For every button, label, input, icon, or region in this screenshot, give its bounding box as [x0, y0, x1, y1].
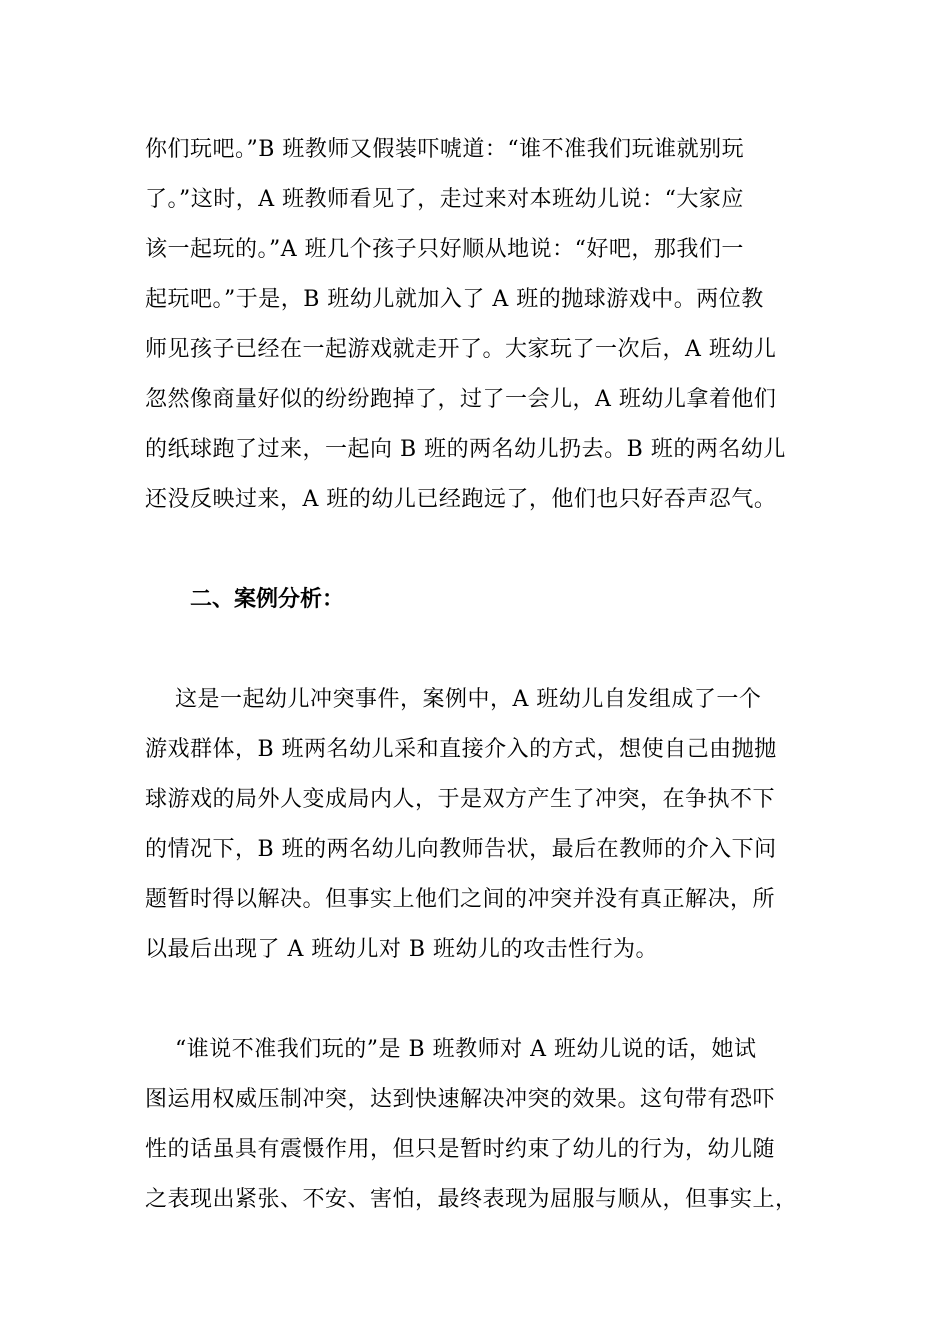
paragraph-3-line-4: 之表现出紧张、不安、害怕，最终表现为屈服与顺从，但事实上， — [145, 1187, 798, 1212]
paragraph-2-line-4: 的情况下，B 班的两名幼儿向教师告状，最后在教师的介入下问 — [145, 837, 777, 862]
paragraph-2-line-2: 游戏群体，B 班两名幼儿采和直接介入的方式，想使自己由抛抛 — [145, 737, 777, 762]
paragraph-2-line-5: 题暂时得以解决。但事实上他们之间的冲突并没有真正解决，所 — [145, 887, 776, 912]
paragraph-3-line-2: 图运用权威压制冲突，达到快速解决冲突的效果。这句带有恐吓 — [145, 1087, 776, 1112]
paragraph-2-line-1: 这是一起幼儿冲突事件，案例中，A 班幼儿自发组成了一个 — [145, 687, 762, 712]
paragraph-1-line-6: 忽然像商量好似的纷纷跑掉了，过了一会儿，A 班幼儿拿着他们 — [145, 387, 777, 412]
paragraph-1-line-8: 还没反映过来，A 班的幼儿已经跑远了，他们也只好吞声忍气。 — [145, 487, 777, 512]
paragraph-1-line-4: 起玩吧。”于是，B 班幼儿就加入了 A 班的抛球游戏中。两位教 — [145, 287, 764, 312]
paragraph-1-line-2: 了。”这时，A 班教师看见了，走过来对本班幼儿说：“大家应 — [145, 187, 744, 212]
paragraph-2-line-6: 以最后出现了 A 班幼儿对 B 班幼儿的攻击性行为。 — [145, 937, 659, 962]
section-heading: 二、案例分析： — [190, 587, 345, 612]
paragraph-1-line-5: 师见孩子已经在一起游戏就走开了。大家玩了一次后，A 班幼儿 — [145, 337, 777, 362]
paragraph-1-line-1: 你们玩吧。”B 班教师又假装吓唬道：“谁不准我们玩谁就别玩 — [145, 137, 745, 162]
paragraph-1-line-7: 的纸球跑了过来，一起向 B 班的两名幼儿扔去。B 班的两名幼儿 — [145, 437, 786, 462]
paragraph-3-line-3: 性的话虽具有震慑作用，但只是暂时约束了幼儿的行为，幼儿随 — [145, 1137, 776, 1162]
paragraph-3-line-1: “谁说不准我们玩的”是 B 班教师对 A 班幼儿说的话，她试 — [145, 1037, 757, 1062]
paragraph-2-line-3: 球游戏的局外人变成局内人，于是双方产生了冲突，在争执不下 — [145, 787, 776, 812]
paragraph-1-line-3: 该一起玩的。”A 班几个孩子只好顺从地说：“好吧，那我们一 — [145, 237, 744, 262]
